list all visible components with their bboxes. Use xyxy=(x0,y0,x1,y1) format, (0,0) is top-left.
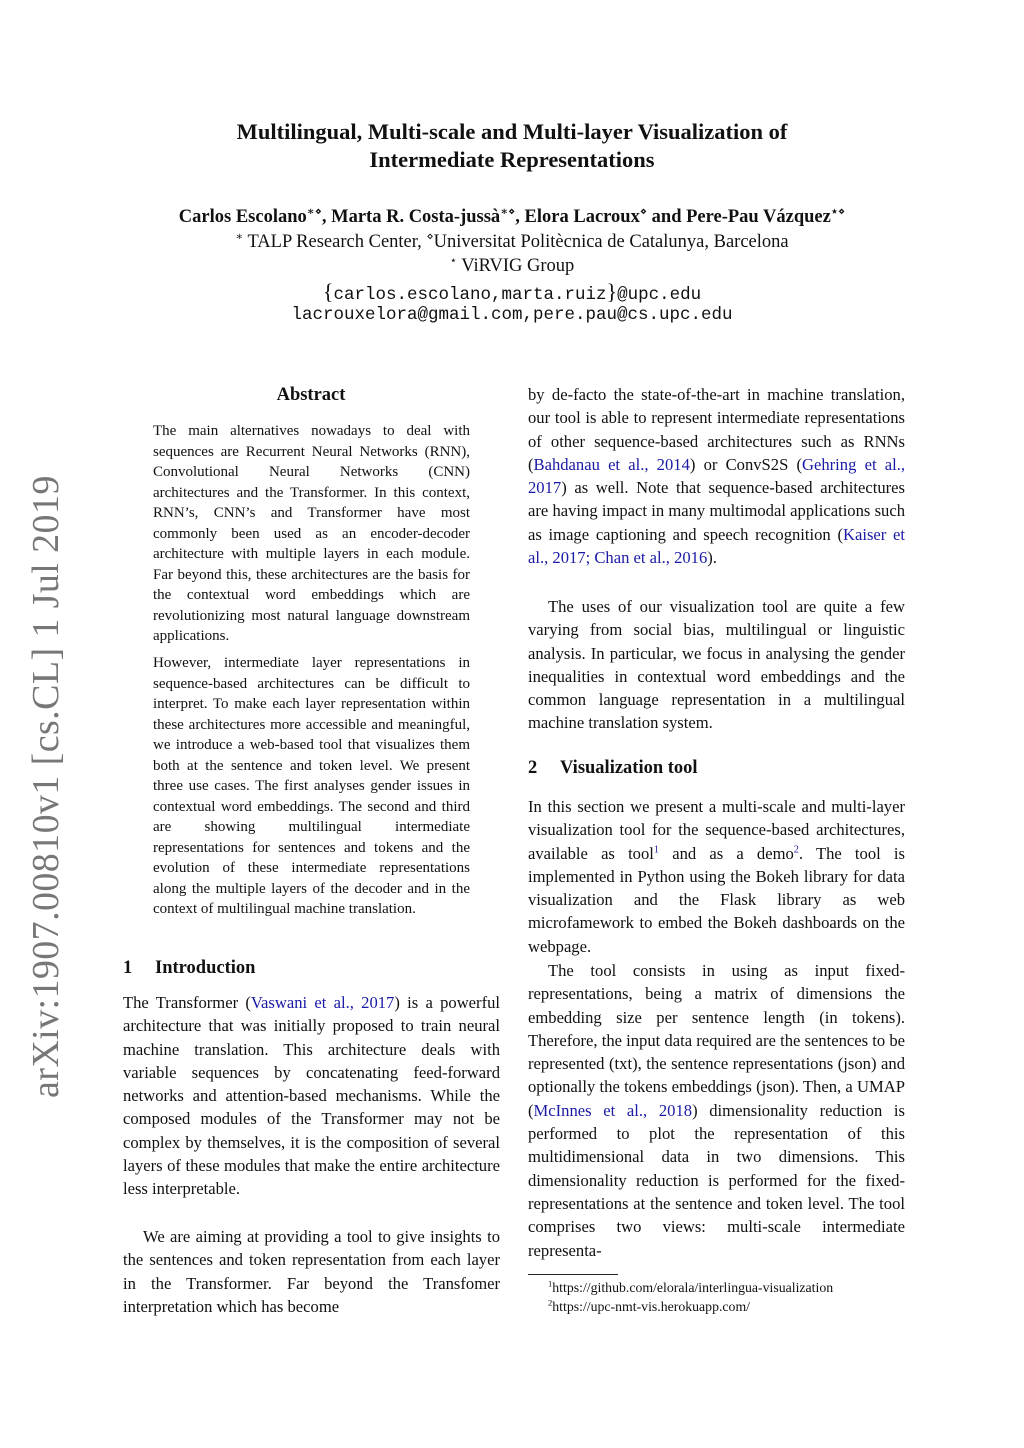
text-run: ) is a powerful architecture that was initially proposed to train neural machine translation. This architecture deals with variable sequences by concatenating feed-forward networks and attention-based mechanisms. While the composed modules of the Transformer may not be complex by themselves, it is the composition of several layers of these modules that make the entire architecture less interpretable. xyxy=(123,993,501,1199)
email-line-2: lacrouxelora@gmail.com,pere.pau@cs.upc.edu xyxy=(291,305,733,325)
author-name: Carlos Escolano xyxy=(178,207,307,227)
footnote-divider xyxy=(528,1274,618,1275)
author-name: Marta R. Costa-jussà xyxy=(331,207,501,227)
author-mark: ⋆⋄ xyxy=(830,205,846,218)
affiliation-text: Universitat Politècnica de Catalunya, Barcelona xyxy=(433,232,789,252)
text-run: In this section we present a multi-scale and multi-layer visualization tool for the sequence-based architectures, available as tool xyxy=(528,797,905,863)
affiliation-mark: ∗ xyxy=(235,230,244,243)
affiliation-line-1 xyxy=(80,230,944,254)
affiliation-mark: ⋆ xyxy=(449,254,457,267)
intro-paragraph-1 xyxy=(123,991,500,1201)
affiliation-text: ViRVIG Group xyxy=(456,256,575,276)
section2-paragraph-2 xyxy=(528,959,905,1262)
section-number: 2 xyxy=(528,758,538,778)
citation-link[interactable]: Bahdanau et al., 2014 xyxy=(533,454,690,474)
email-domain: @upc.edu xyxy=(617,285,702,305)
affiliation-mark: ⋄ xyxy=(426,230,434,243)
text-run: and as a demo xyxy=(659,843,794,863)
author-list xyxy=(80,204,944,230)
text-run: The tool consists in using as input fixed-representations, being a matrix of dimensions the embedding size per sentence length (in tokens). Therefore, the input data required are the sentences to be represented (txt), the sentence representations (json) and optionally the tokens embeddings (json). Then, a UMAP ( xyxy=(528,961,905,1120)
abstract-paragraph-1: The main alternatives nowadays to deal with sequences are Recurrent Neural Networks (RNN), Convolutional Neural Networks (CNN) architectures and the Transformer. In this context, RNN’s, CNN’s and Transformer have most commonly been used as an encoder-decoder architecture with multiple layers in each module. Far beyond this, these architectures are the basis for the contextual word embeddings which are revolutionizing most natural language downstream applications. xyxy=(153,423,470,644)
footnote-number: 2 xyxy=(548,1297,553,1308)
email-line-1 xyxy=(80,280,944,307)
arxiv-stamp: arXiv:1907.00810v1 [cs.CL] 1 Jul 2019 xyxy=(25,475,67,1098)
footnote-2 xyxy=(548,1297,918,1316)
intro-paragraph-2: We are aiming at providing a tool to give insights to the sentences and token representation from each layer in the Transformer. Far beyond the Transfomer interpretation which has become xyxy=(123,1227,500,1316)
footnote-mark[interactable]: 2 xyxy=(793,844,799,856)
text-run: ) as well. Note that sequence-based architectures are having impact in many multimodal applications such as image captioning and speech recognition ( xyxy=(528,478,905,544)
brace-close: } xyxy=(606,279,618,304)
author-separator: , xyxy=(515,207,525,227)
section2-paragraph-1 xyxy=(528,795,905,958)
author-mark: ∗⋄ xyxy=(500,205,516,218)
author-mark: ⋄ xyxy=(639,205,648,218)
affiliation-line-2 xyxy=(80,254,944,278)
citation-link[interactable]: McInnes et al., 2018 xyxy=(533,1100,693,1120)
author-separator: , xyxy=(321,207,332,227)
footnote-1 xyxy=(548,1278,918,1297)
col2-paragraph-1 xyxy=(528,383,905,569)
author-name: Pere-Pau Vázquez xyxy=(686,207,831,227)
section-heading-visualization-tool xyxy=(528,756,905,780)
text-run: The Transformer ( xyxy=(123,993,251,1012)
footnote-mark[interactable]: 1 xyxy=(653,844,660,856)
citation-link[interactable]: Vaswani et al., 2017 xyxy=(250,993,395,1012)
author-separator: and xyxy=(647,207,687,227)
footnote-url[interactable]: https://github.com/elorala/interlingua-visualization xyxy=(552,1280,834,1295)
abstract-heading: Abstract xyxy=(276,385,346,405)
footnote-url[interactable]: https://upc-nmt-vis.herokuapp.com/ xyxy=(552,1299,751,1314)
col2-paragraph-2: The uses of our visualization tool are quite a few varying from social bias, multilingual or linguistic analysis. In particular, we focus in analysing the gender inequalities in contextual word embeddings and the common language representation in a multilingual machine translation system. xyxy=(528,597,905,733)
section-number: 1 xyxy=(123,958,133,978)
paper-title xyxy=(112,118,912,174)
citation-link[interactable]: Gehring et al., 2017 xyxy=(528,454,906,498)
affiliation-text: TALP Research Center, xyxy=(243,232,427,252)
citation-link[interactable]: Kaiser et al., 2017; Chan et al., 2016 xyxy=(528,524,905,568)
section-title: Introduction xyxy=(155,958,256,978)
author-name: Elora Lacroux xyxy=(524,207,640,227)
text-run: . The tool is implemented in Python using the Bokeh library for data visualization and the Flask library as web microfamework to embed the Bokeh dashboards on the webpage. xyxy=(528,843,905,956)
email-users: carlos.escolano,marta.ruiz xyxy=(333,285,607,305)
footnote-number: 1 xyxy=(548,1278,553,1289)
text-run: by de-facto the state-of-the-art in machine translation, our tool is able to represent intermediate representations of other sequence-based architectures such as RNNs ( xyxy=(528,385,905,474)
section-heading-introduction xyxy=(123,956,500,980)
abstract-paragraph-2: However, intermediate layer representations in sequence-based architectures can be difficult to interpret. To make each layer representation within these architectures more accessible and meaningful, we introduce a web-based tool that visualizes them both at the sentence and token level. We present three use cases. The first analyses gender issues in contextual word embeddings. The second and third are showing multilingual intermediate representations for sentences and tokens and the evolution of these intermediate representations along the multiple layers of the decoder and in the context of multilingual machine translation. xyxy=(153,655,470,917)
author-mark: ∗⋄ xyxy=(306,205,322,218)
brace-open: { xyxy=(322,279,334,304)
title-line-1: Multilingual, Multi-scale and Multi-layer Visualization of xyxy=(236,119,788,144)
text-run: ). xyxy=(707,548,717,568)
text-run: ) or ConvS2S ( xyxy=(689,454,803,474)
text-run: ) dimensionality reduction is performed to plot the representation of this multidimensional data in two dimensions. This dimensionality reduction is performed for the fixed-representations at the sentence and token level. The tool comprises two views: multi-scale intermediate representa- xyxy=(528,1100,905,1260)
section-title: Visualization tool xyxy=(560,758,698,778)
title-line-2: Intermediate Representations xyxy=(369,147,655,172)
